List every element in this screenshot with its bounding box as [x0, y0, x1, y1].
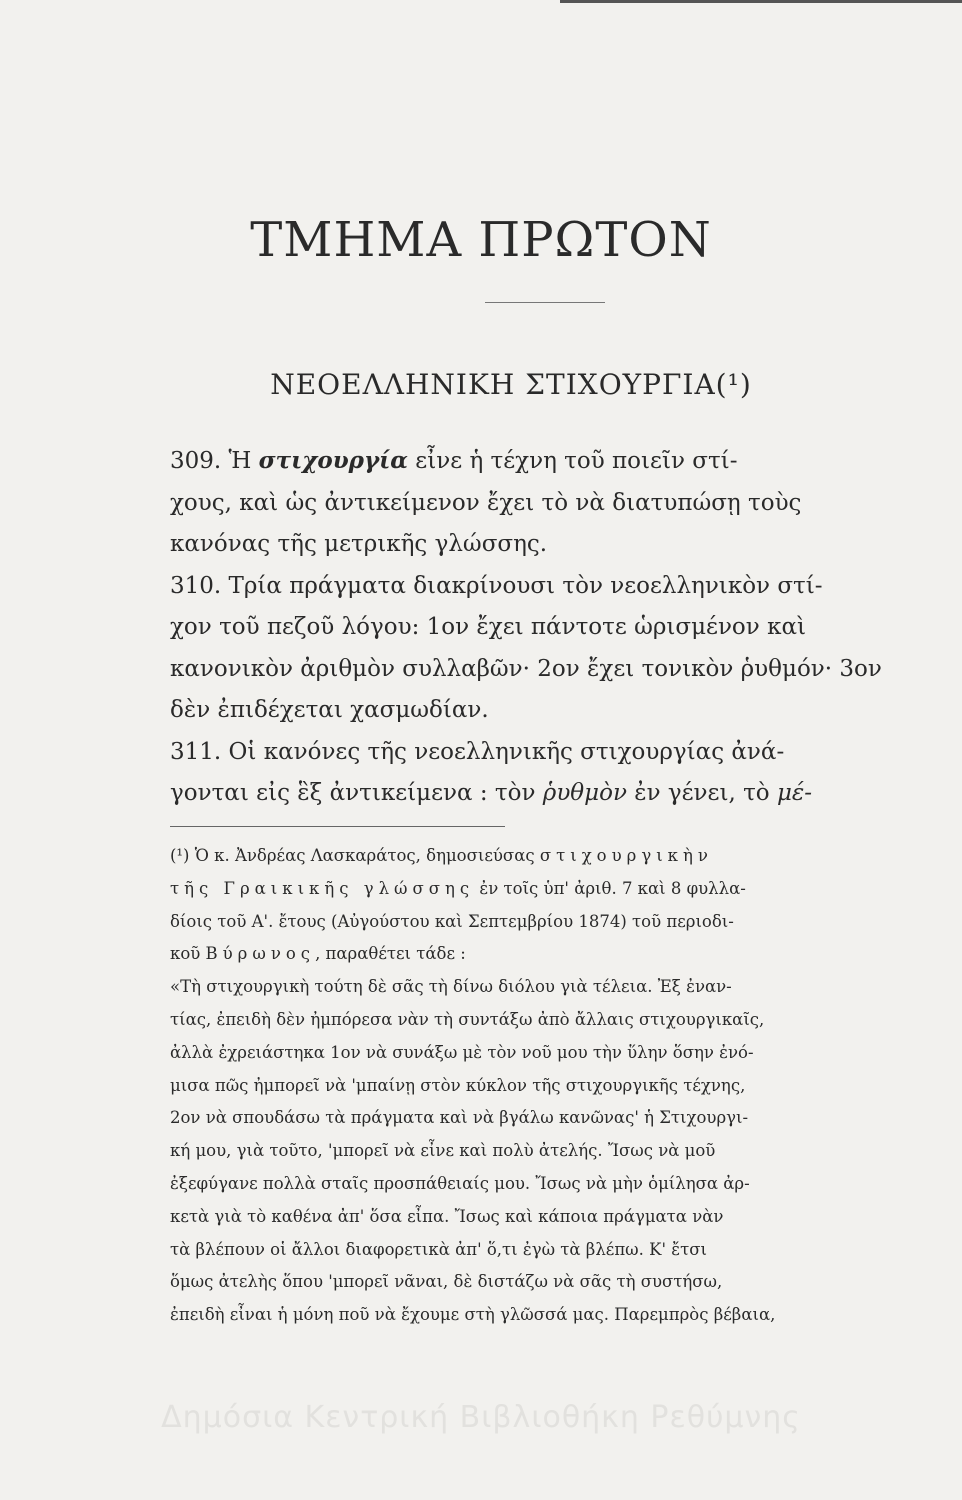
- footnote-line: ἐξεφύγανε πολλὰ σταῖς προσπάθειαίς μου. Ἴσως νὰ μὴν ὁμίλησα ἀρ-: [170, 1173, 750, 1193]
- footnote-marker: (¹): [170, 846, 190, 865]
- paragraph-309-line-3: κανόνας τῆς μετρικῆς γλώσσης.: [170, 531, 548, 557]
- text-fragment: κοῦ: [170, 944, 206, 964]
- text-fragment: Οἱ κανόνες τῆς νεοελληνικῆς στιχουργίας ἀνά-: [221, 738, 785, 765]
- text-fragment: Ὁ κ. Ἀνδρέας Λασκαράτος, δημοσιεύσας: [189, 846, 540, 865]
- page-edge-line: [560, 0, 962, 3]
- text-fragment: ἐν γένει, τὸ: [626, 780, 777, 806]
- paragraph-310-line-3: κανονικὸν ἀριθμὸν συλλαβῶν· 2ον ἔχει τονικὸν ῥυθμόν· 3ον: [170, 655, 882, 682]
- spaced-title: στιχουργικὴν: [539, 846, 713, 865]
- paragraph-number: 311.: [170, 738, 222, 765]
- text-fragment: γονται εἰς ἓξ ἀντικείμενα : τὸν: [170, 780, 543, 806]
- italic-term: μέ-: [776, 780, 813, 806]
- footnote-line: κετὰ γιὰ τὸ καθένα ἀπ' ὅσα εἶπα. Ἴσως καὶ κάποια πράγματα νὰν: [170, 1206, 724, 1226]
- spaced-title: τῆς Γραικικῆς γλώσσης: [170, 878, 475, 898]
- footnote-line: [170, 938, 960, 971]
- footnote-line: ἐπειδὴ εἶναι ἡ μόνη ποῦ νὰ ἔχουμε στὴ γλῶσσά μας. Παρεμπρὸς βέβαια,: [170, 1305, 776, 1325]
- footnote-divider: [170, 826, 505, 827]
- footnote-line: τίας, ἐπειδὴ δὲν ἠμπόρεσα νὰν τὴ συντάξω ἀπὸ ἄλλαις στιχουργικαῖς,: [170, 1009, 765, 1029]
- footnote-line: [170, 873, 960, 906]
- footnote-line: [170, 840, 960, 873]
- main-text: [170, 440, 960, 815]
- section-title: ΤΜΗΜΑ ΠΡΩΤΟΝ: [250, 212, 712, 268]
- spaced-title: Βύρωνος: [205, 944, 316, 964]
- paragraph-310-line-1: [170, 566, 960, 608]
- footnote-line: κή μου, γιὰ τοῦτο, 'μπορεῖ νὰ εἶνε καὶ πολὺ ἀτελής. Ἴσως νὰ μοῦ: [170, 1141, 716, 1161]
- library-watermark: Δημόσια Κεντρική Βιβλιοθήκη Ρεθύμνης: [161, 1400, 801, 1435]
- footnote-line: δίοις τοῦ Α'. ἔτους (Αὐγούστου καὶ Σεπτεμβρίου 1874) τοῦ περιοδι-: [170, 911, 734, 931]
- paragraph-309-line-2: χους, καὶ ὡς ἀντικείμενον ἔχει τὸ νὰ διατυπώσῃ τοὺς: [170, 489, 802, 516]
- footnote: [170, 840, 960, 1332]
- chapter-title: ΝΕΟΕΛΛΗΝΙΚΗ ΣΤΙΧΟΥΡΓΙΑ(¹): [270, 368, 752, 401]
- text-fragment: ἐν τοῖς ὑπ' ἀριθ. 7 καὶ 8 φυλλα-: [474, 878, 746, 898]
- paragraph-number: 309.: [170, 448, 222, 474]
- text-fragment: Τρία πράγματα διακρίνουσι τὸν νεοελληνικὸν στί-: [221, 572, 823, 599]
- paragraph-310-line-4: δὲν ἐπιδέχεται χασμωδίαν.: [170, 697, 489, 723]
- text-fragment: Ἡ: [221, 448, 259, 474]
- text-fragment: , παραθέτει τάδε :: [315, 944, 466, 964]
- footnote-line: ὅμως ἀτελὴς ὅπου 'μπορεῖ νᾶναι, δὲ διστάζω νὰ σᾶς τὴ συστήσω,: [170, 1272, 723, 1292]
- paragraph-311-line-2: [170, 773, 960, 815]
- paragraph-310-line-2: χον τοῦ πεζοῦ λόγου: 1ον ἔχει πάντοτε ὡρισμένον καὶ: [170, 614, 806, 640]
- title-divider: [485, 302, 605, 303]
- footnote-line: «Τὴ στιχουργικὴ τούτη δὲ σᾶς τὴ δίνω διόλου γιὰ τέλεια. Ἐξ ἐναν-: [170, 977, 732, 997]
- footnote-line: μισα πῶς ἠμπορεῖ νὰ 'μπαίνῃ στὸν κύκλον τῆς στιχουργικῆς τέχνης,: [170, 1075, 746, 1095]
- italic-term: ῥυθμὸν: [542, 780, 627, 806]
- defined-term: στιχουργία: [258, 447, 408, 474]
- paragraph-309-line-1: [170, 440, 960, 483]
- footnote-line: ἀλλὰ ἐχρειάστηκα 1ον νὰ συνάξω μὲ τὸν νοῦ μου τὴν ὕλην ὅσην ἐνό-: [170, 1042, 754, 1062]
- paragraph-311-line-1: [170, 732, 960, 774]
- footnote-line: 2ον νὰ σπουδάσω τὰ πράγματα καὶ νὰ βγάλω κανῶνας' ἡ Στιχουργι-: [170, 1108, 749, 1128]
- footnote-line: τὰ βλέπουν οἱ ἄλλοι διαφορετικὰ ἀπ' ὅ,τι ἐγὼ τὰ βλέπω. Κ' ἔτσι: [170, 1239, 707, 1259]
- paragraph-number: 310.: [170, 572, 222, 599]
- text-fragment: εἶνε ἡ τέχνη τοῦ ποιεῖν στί-: [407, 448, 738, 474]
